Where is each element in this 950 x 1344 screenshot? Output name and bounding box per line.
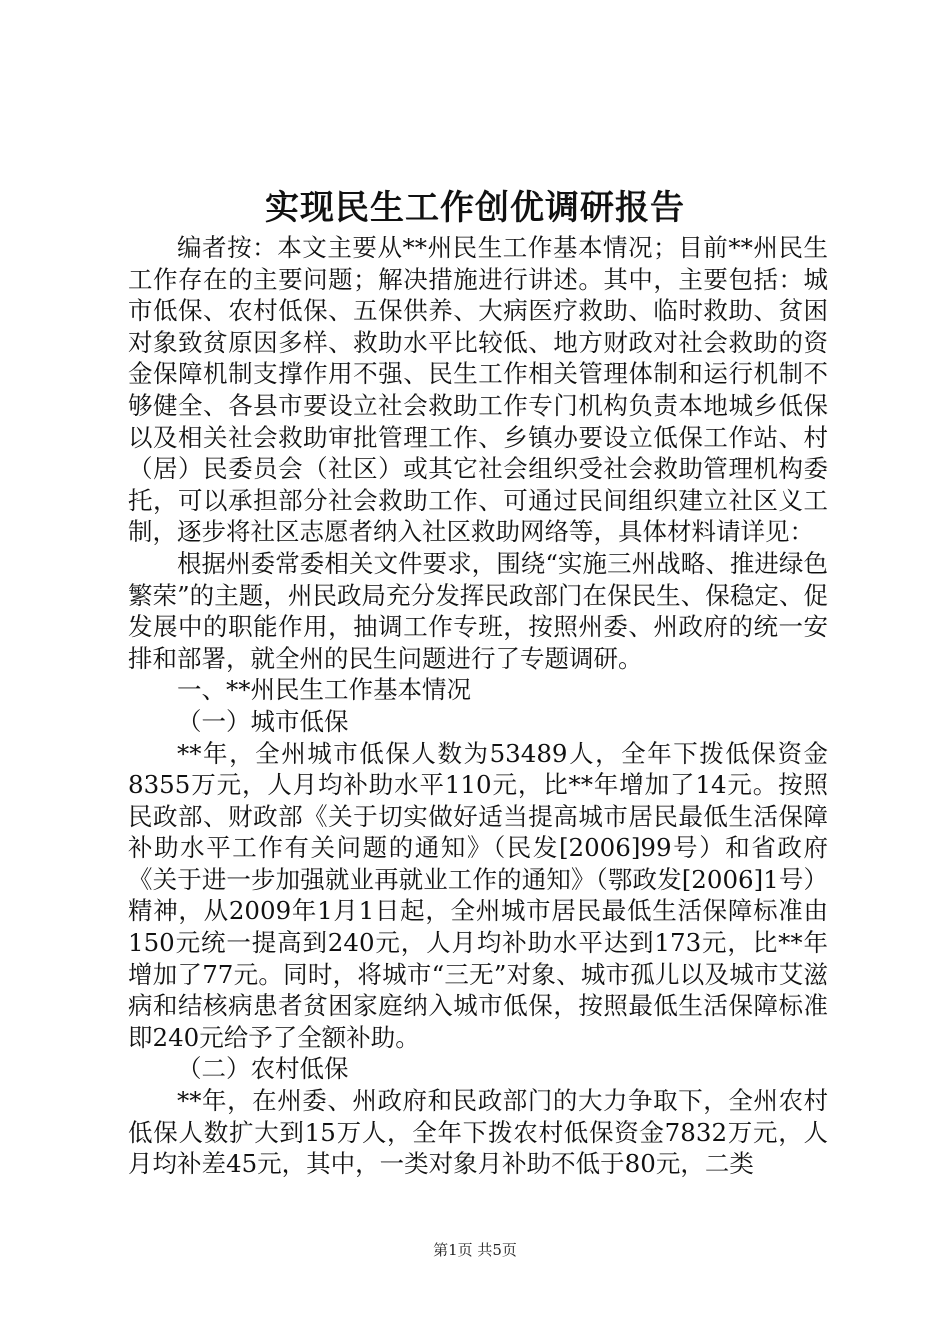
editor-note-paragraph: 编者按：本文主要从**州民生工作基本情况；目前**州民生工作存在的主要问题；解决措施进行讲述。其中，主要包括：城市低保、农村低保、五保供养、大病医疗救助、临时救助、贫困对象致贫原因多样、救助水平比较低、地方财政对社会救助的资金保障机制支撑作用不强、民生工作相关管理体制和运行机制不够健全、各县市要设立社会救助工作专门机构负责本地城乡低保以及相关社会救助审批管理工作、乡镇办要设立低保工作站、村（居）民委员会（社区）或其它社会组织受社会救助管理机构委托，可以承担部分社会救助工作、可通过民间组织建立社区义工制，逐步将社区志愿者纳入社区救助网络等，具体材料请详见： — [128, 233, 828, 547]
subsection-heading-urban: （一）城市低保 — [177, 706, 349, 736]
document-body — [128, 232, 828, 1180]
page-footer: 第1页 共5页 — [433, 1241, 517, 1259]
rural-paragraph: **年，在州委、州政府和民政部门的大力争取下，全州农村低保人数扩大到15万人，全年下拨农村低保资金7832万元，人月均补差45元，其中，一类对象月补助不低于80元，二类 — [128, 1086, 828, 1179]
section-heading-1: 一、**州民生工作基本情况 — [177, 675, 471, 705]
subsection-heading-rural: （二）农村低保 — [177, 1054, 349, 1084]
intro-paragraph: 根据州委常委相关文件要求，围绕“实施三州战略、推进绿色繁荣”的主题，州民政局充分发挥民政部门在保民生、保稳定、促发展中的职能作用，抽调工作专班，按照州委、州政府的统一安排和部署，就全州的民生问题进行了专题调研。 — [128, 548, 828, 673]
document-title: 实现民生工作创优调研报告 — [265, 188, 685, 228]
urban-paragraph: **年，全州城市低保人数为53489人，全年下拨低保资金8355万元，人月均补助水平110元，比**年增加了14元。按照民政部、财政部《关于切实做好适当提高城市居民最低生活保障补助水平工作有关问题的通知》（民发[2006]99号）和省政府《关于进一步加强就业再就业工作的通知》（鄂政发[2006]1号）精神，从2009年1月1日起，全州城市居民最低生活保障标准由150元统一提高到240元，人月均补助水平达到173元，比**年增加了77元。同时，将城市“三无”对象、城市孤儿以及城市艾滋病和结核病患者贫困家庭纳入城市低保，按照最低生活保障标准即240元给予了全额补助。 — [128, 738, 828, 1052]
